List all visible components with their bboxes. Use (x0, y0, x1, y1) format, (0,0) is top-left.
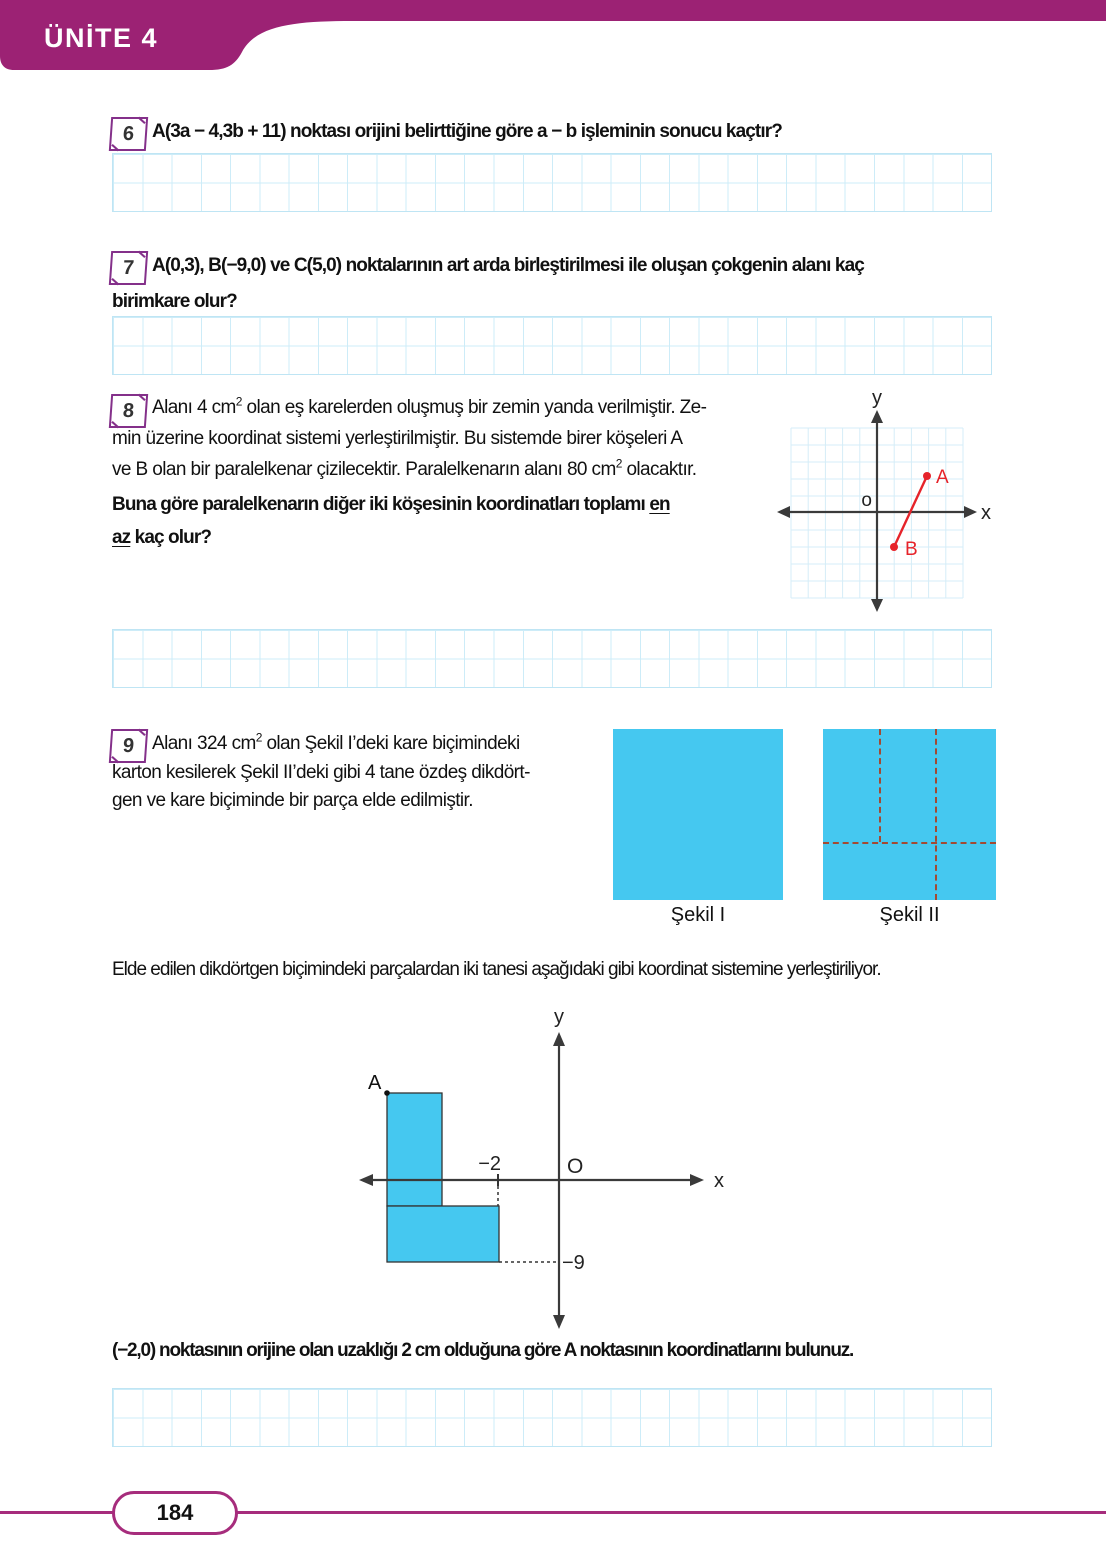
q8-coordinate-diagram (775, 390, 1010, 630)
q8-y-arrow-bottom (871, 599, 883, 612)
q8-point-a-label: A (936, 467, 949, 488)
question-9-closing-text: (−2,0) noktasının orijine olan uzaklığı 2 cm olduğuna göre A noktasının koordinatlarını bulunuz. (112, 1340, 854, 1361)
q8-point-a-dot (923, 472, 931, 480)
page-number-pill (112, 1491, 238, 1535)
question-7-number: 7 (122, 256, 135, 279)
q9-vertical-rectangle (387, 1093, 442, 1206)
q9-x-arrow-left (359, 1174, 373, 1186)
question-9-middle-text: Elde edilen dikdörtgen biçimindeki parçalardan iki tanesi aşağıdaki gibi koordinat sistemine yerleştiriliyor. (112, 959, 881, 980)
figure-2-square (823, 729, 996, 900)
answer-grid-q9 (112, 1388, 992, 1447)
figure-2-cut-line-horizontal (823, 842, 996, 844)
question-6-text: A(3a − 4,3b + 11) noktası orijini belirttiğine göre a − b işleminin sonucu kaçtır? (152, 121, 782, 142)
q8-x-arrow-right (964, 506, 977, 518)
q9-origin-label: O (567, 1155, 584, 1178)
question-8-text-line-2: min üzerine koordinat sistemi yerleştirilmiştir. Bu sistemde birer köşeleri A (112, 428, 683, 449)
unit-title: ÜNİTE 4 (44, 23, 159, 53)
question-7-text-line-1: A(0,3), B(−9,0) ve C(5,0) noktalarının art arda birleştirilmesi ile oluşan çokgenin alanı kaç (152, 255, 864, 276)
question-8-number: 8 (122, 399, 135, 422)
q9-x-axis-label: x (714, 1170, 724, 1192)
question-6-number: 6 (122, 122, 135, 145)
q9-x-arrow-right (690, 1174, 704, 1186)
q8-point-b-label: B (905, 539, 918, 560)
question-9-text-line-2: karton kesilerek Şekil II’deki gibi 4 tane özdeş dikdört- (112, 762, 530, 783)
q9-horizontal-rectangle (387, 1206, 499, 1262)
q8-y-axis-label: y (872, 390, 882, 409)
q8-x-axis-label: x (981, 502, 991, 524)
figure-2-cut-line-vertical-1 (879, 729, 881, 842)
q9-y-tick-label: −9 (562, 1252, 585, 1274)
question-8-text-line-5: az kaç olur? (112, 527, 212, 548)
q9-y-arrow-top (553, 1032, 565, 1046)
question-8-text-line-3: ve B olan bir paralelkenar çizilecektir. Paralelkenarın alanı 80 $cm^2$ olacaktır. (112, 456, 697, 480)
figure-2-cut-line-vertical-2 (935, 729, 937, 900)
q9-point-a-dot (384, 1090, 390, 1096)
answer-grid-q6 (112, 153, 992, 212)
q8-y-arrow-top (871, 410, 883, 423)
unit-header-shape (0, 0, 1106, 70)
question-6-number-badge (109, 117, 148, 151)
question-9-number: 9 (122, 734, 135, 757)
figure-1-caption: Şekil I (670, 904, 726, 926)
unit-header-banner (0, 0, 1106, 75)
q9-axes (366, 1039, 697, 1322)
figure-1-square (613, 729, 783, 900)
q8-x-arrow-left (777, 506, 790, 518)
question-7-number-badge (109, 251, 148, 285)
question-8-text-line-1: Alanı 4 $cm^2$ olan eş karelerden oluşmuş bir zemin yanda verilmiştir. Ze- (152, 394, 707, 418)
question-7-text-line-2: birimkare olur? (112, 291, 237, 312)
q8-origin-label: o (861, 490, 872, 511)
q9-x-tick-label: −2 (478, 1153, 501, 1175)
question-9-number-badge (109, 729, 148, 763)
question-9-text-line-3: gen ve kare biçiminde bir parça elde edilmiştir. (112, 790, 473, 811)
answer-grid-q8 (112, 629, 992, 688)
q9-y-arrow-bottom (553, 1315, 565, 1329)
figure-2-caption: Şekil II (879, 904, 940, 926)
q9-y-axis-label: y (554, 1006, 564, 1028)
q9-point-a-label: A (368, 1072, 382, 1094)
q9-coordinate-diagram (340, 1005, 740, 1340)
question-9-text-line-1: Alanı 324 $cm^2$ olan Şekil I’deki kare biçimindeki (152, 730, 520, 754)
answer-grid-q7 (112, 316, 992, 375)
page-number: 184 (156, 1500, 194, 1525)
q8-point-b-dot (890, 543, 898, 551)
question-8-text-line-4: Buna göre paralelkenarın diğer iki köşesinin koordinatları toplamı en (112, 494, 670, 515)
question-8-number-badge (109, 394, 148, 428)
